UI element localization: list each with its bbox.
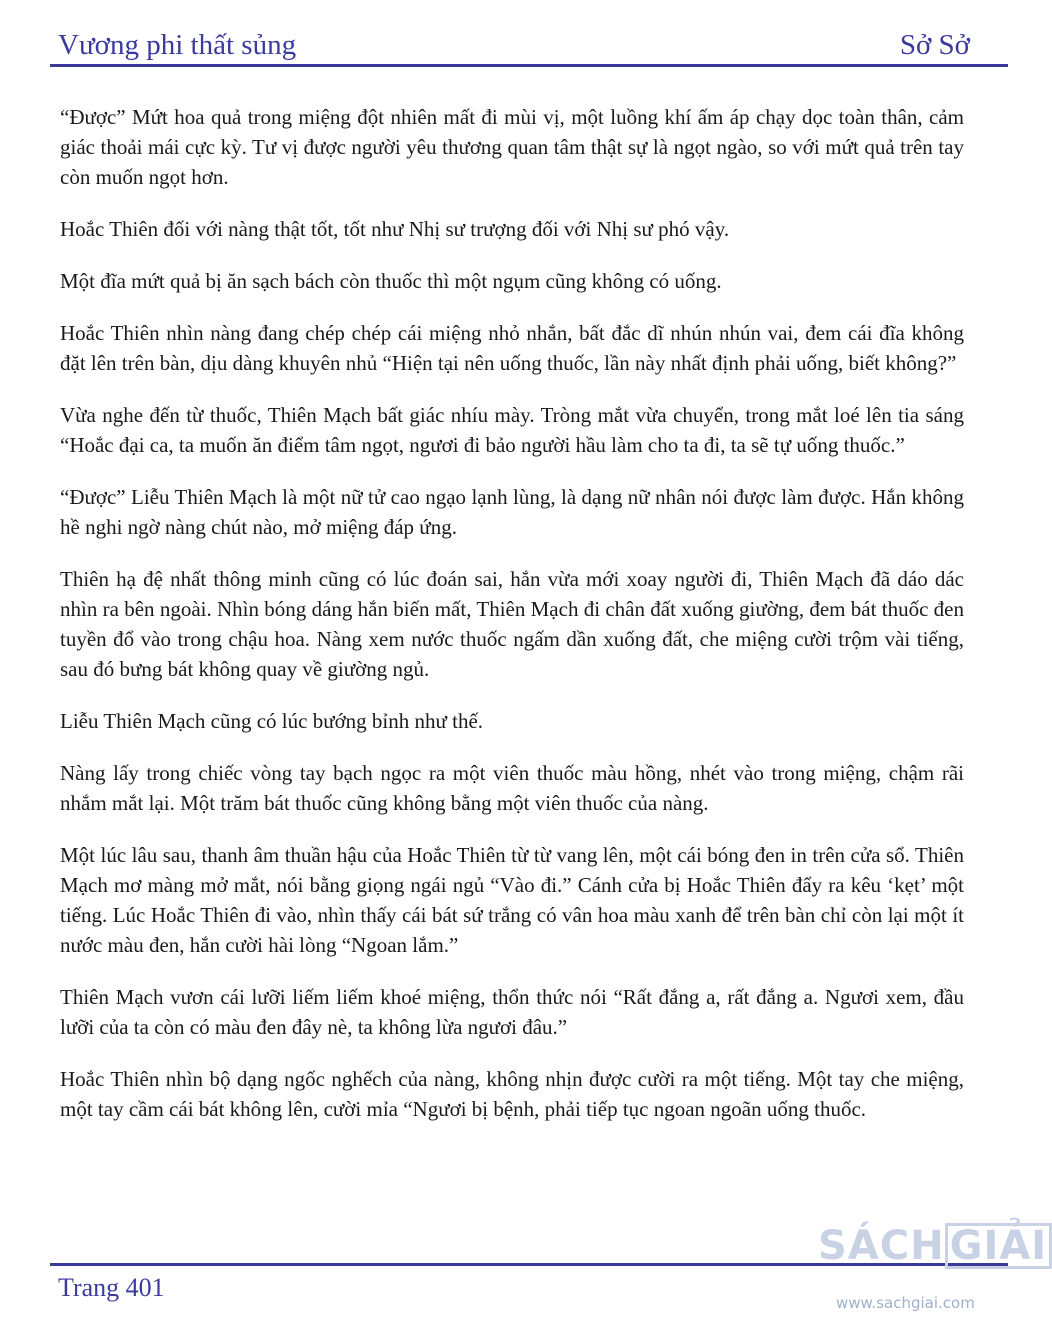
page-number: Trang 401 [58,1273,165,1302]
paragraph: Một đĩa mứt quả bị ăn sạch bách còn thuốc thì một ngụm cũng không có uống. [60,269,722,293]
paragraph: “Được” Liễu Thiên Mạch là một nữ tử cao ngạo lạnh lùng, là dạng nữ nhân nói được làm được. Hắn không hề nghi ngờ nàng chút nào, mở miệng đáp ứng. [60,485,964,539]
paragraph: Thiên Mạch vươn cái lưỡi liếm liếm khoé miệng, thổn thức nói “Rất đắng a, rất đắng a. Ngươi xem, đầu lưỡi của ta còn có màu đen đây nè, ta không lừa ngươi đâu.” [60,985,964,1039]
paragraph: Một lúc lâu sau, thanh âm thuần hậu của Hoắc Thiên từ từ vang lên, một cái bóng đen in trên cửa sổ. Thiên Mạch mơ màng mở mắt, nói bằng giọng ngái ngủ “Vào đi.” Cánh cửa bị Hoắc Thiên đẩy ra kêu ‘kẹt’ một tiếng. Lúc Hoắc Thiên đi vào, nhìn thấy cái bát sứ trắng có vân hoa màu xanh để trên bàn chỉ còn lại một ít nước màu đen, hắn cười hài lòng “Ngoan lắm.” [60,843,964,957]
page-header [58,22,970,62]
author-name: Sở Sở [899,29,970,61]
paragraph: “Được” Mứt hoa quả trong miệng đột nhiên mất đi mùi vị, một luồng khí ấm áp chạy dọc toàn thân, cảm giác thoải mái cực kỳ. Tư vị được người yêu thương quan tâm thật sự là ngọt ngào, so với mứt quả trên tay còn muốn ngọt hơn. [60,105,964,189]
paragraph: Vừa nghe đến từ thuốc, Thiên Mạch bất giác nhíu mày. Tròng mắt vừa chuyển, trong mắt loé lên tia sáng “Hoắc đại ca, ta muốn ăn điểm tâm ngọt, ngươi đi bảo người hầu làm cho ta đi, ta sẽ tự uống thuốc.” [60,403,964,457]
paragraph: Hoắc Thiên nhìn bộ dạng ngốc nghếch của nàng, không nhịn được cười ra một tiếng. Một tay che miệng, một tay cầm cái bát không lên, cười mỉa “Ngươi bị bệnh, phải tiếp tục ngoan ngoãn uống thuốc. [60,1067,964,1121]
paragraph: Liễu Thiên Mạch cũng có lúc bướng bỉnh như thế. [60,709,484,733]
watermark-logo-right: GIẢI [945,1223,1052,1269]
book-title: Vương phi thất sủng [58,29,297,61]
paragraph: Nàng lấy trong chiếc vòng tay bạch ngọc ra một viên thuốc màu hồng, nhét vào trong miệng, chậm rãi nhắm mắt lại. Một trăm bát thuốc cũng không bằng một viên thuốc của nàng. [60,761,964,815]
page-body [60,102,964,1146]
header-divider [50,64,1008,67]
watermark-logo-left: SÁCH [818,1223,945,1269]
watermark [818,1222,1048,1322]
paragraph: Hoắc Thiên nhìn nàng đang chép chép cái miệng nhỏ nhắn, bất đắc dĩ nhún nhún vai, đem cái đĩa không đặt lên trên bàn, dịu dàng khuyên nhủ “Hiện tại nên uống thuốc, lần này nhất định phải uống, biết không?” [60,321,964,375]
paragraph: Thiên hạ đệ nhất thông minh cũng có lúc đoán sai, hắn vừa mới xoay người đi, Thiên Mạch đã dáo dác nhìn ra bên ngoài. Nhìn bóng dáng hắn biến mất, Thiên Mạch đi chân đất xuống giường, đem bát thuốc đen tuyền đổ vào trong chậu hoa. Nàng xem nước thuốc ngấm dần xuống đất, che miệng cười trộm vài tiếng, sau đó bưng bát không quay về giường ngủ. [60,567,964,681]
watermark-logo [818,1222,1052,1270]
paragraph: Hoắc Thiên đối với nàng thật tốt, tốt như Nhị sư trượng đối với Nhị sư phó vậy. [60,217,730,241]
watermark-url: www.sachgiai.com [836,1294,975,1312]
